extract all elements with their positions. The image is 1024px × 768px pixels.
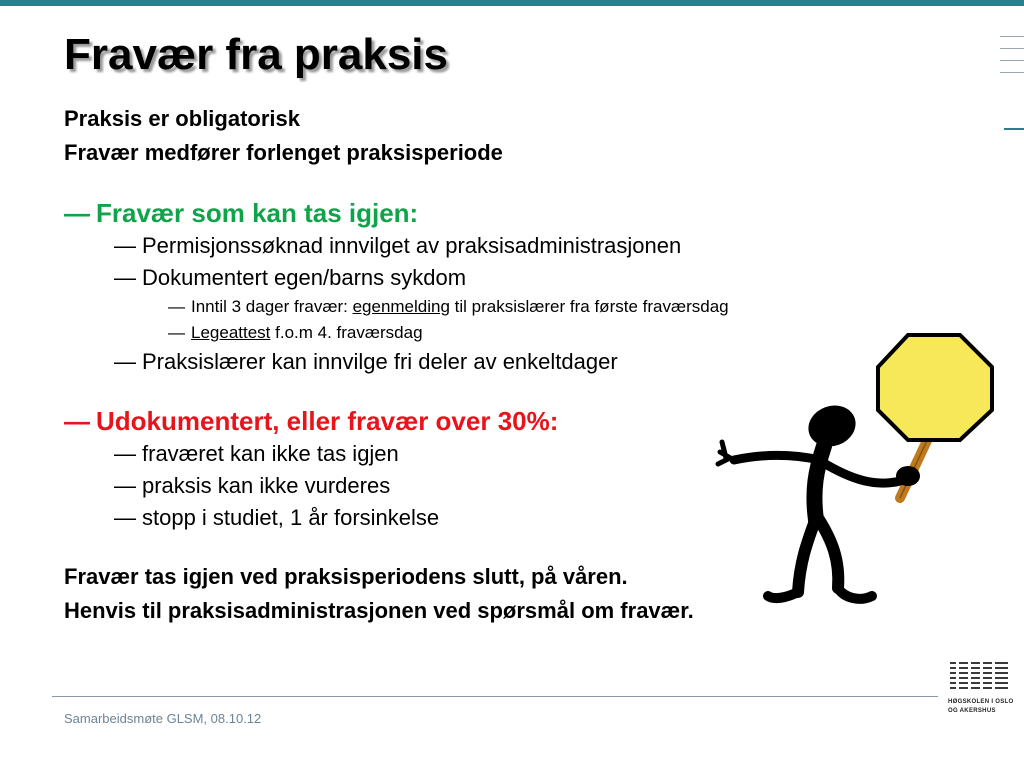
sub-item-text: Inntil 3 dager fravær: <box>191 297 353 316</box>
list-item-text: fraværet kan ikke tas igjen <box>142 441 399 466</box>
bullet-dash: — <box>114 233 136 258</box>
list-item-text: Permisjonssøknad innvilget av praksisadministrasjonen <box>142 233 682 258</box>
logo-line-2: OG AKERSHUS <box>948 708 996 714</box>
egenmelding-link[interactable]: egenmelding <box>352 297 450 316</box>
list-item <box>64 262 944 294</box>
bullet-dash: — <box>168 323 185 342</box>
bullet-dash: — <box>114 441 136 466</box>
top-accent-bar <box>0 0 1024 6</box>
figure-head <box>803 399 862 453</box>
page-title: Fravær fra praksis <box>64 30 448 79</box>
logo-line-1: HØGSKOLEN I OSLO <box>948 699 1014 705</box>
footer-text: Samarbeidsmøte GLSM, 08.10.12 <box>64 711 262 726</box>
bullet-dash: — <box>114 265 136 290</box>
closing-line-2: Henvis til praksisadministrasjonen ved spørsmål om fravær. <box>64 598 694 623</box>
bullet-dash: — <box>114 505 136 530</box>
list-item <box>64 230 944 262</box>
stop-sign <box>878 335 992 440</box>
intro-line-2: Fravær medfører forlenget praksisperiode <box>64 140 503 165</box>
list-item-text: praksis kan ikke vurderes <box>142 473 391 498</box>
section-heading-can-retake <box>64 196 944 230</box>
heading-text: Udokumentert, eller fravær over 30%: <box>96 406 559 436</box>
bullet-dash: — <box>64 198 90 228</box>
sub-item-text: til praksislærer fra første fraværsdag <box>449 297 729 316</box>
heading-text: Fravær som kan tas igjen: <box>96 198 419 228</box>
intro-line-1: Praksis er obligatorisk <box>64 106 300 131</box>
corner-accent-line <box>1004 128 1024 130</box>
list-item-text: stopp i studiet, 1 år forsinkelse <box>142 505 440 530</box>
sub-item-text: f.o.m 4. fraværsdag <box>270 323 423 342</box>
stick-figure-with-stop-sign-icon <box>712 330 1012 620</box>
bullet-dash: — <box>64 406 90 436</box>
bullet-dash: — <box>168 297 185 316</box>
sub-list-item <box>64 294 944 320</box>
closing-line-1: Fravær tas igjen ved praksisperiodens slutt, på våren. <box>64 564 628 589</box>
list-item-text: Dokumentert egen/barns sykdom <box>142 265 467 290</box>
college-logo-icon <box>948 658 1010 692</box>
bullet-dash: — <box>114 349 136 374</box>
college-logo <box>948 658 1014 715</box>
bullet-dash: — <box>114 473 136 498</box>
list-item-text: Praksislærer kan innvilge fri deler av enkeltdager <box>142 349 618 374</box>
footer-divider <box>52 696 938 697</box>
legeattest-link[interactable]: Legeattest <box>191 323 271 342</box>
